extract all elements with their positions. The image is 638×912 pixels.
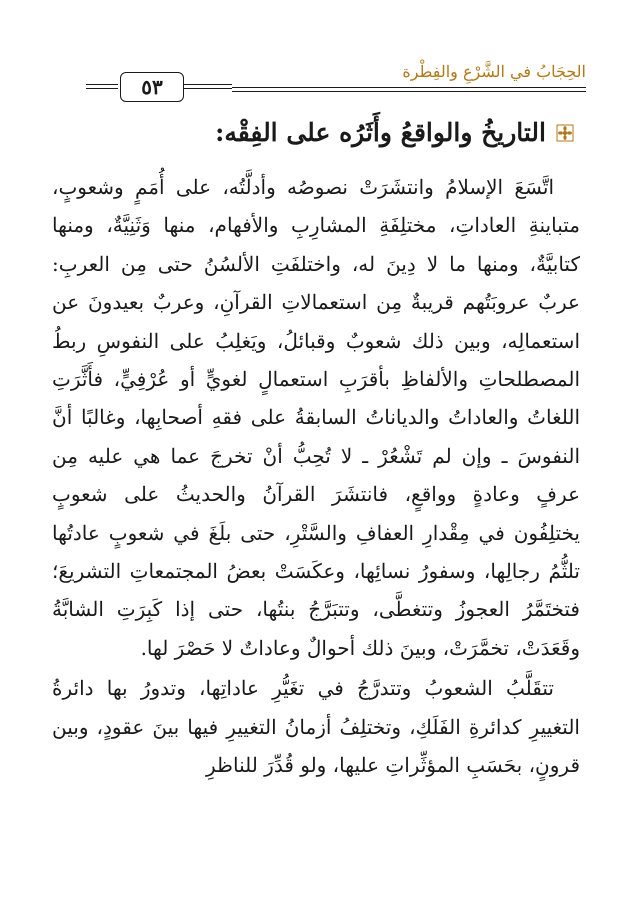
page-number-rule-right xyxy=(184,84,232,85)
page-number-rule-right-double xyxy=(184,88,232,89)
flower-ornament-icon xyxy=(556,124,574,142)
header-rule-double xyxy=(232,91,586,92)
page-number: ٥٣ xyxy=(141,75,163,99)
section-heading-text: التاريخُ والواقعُ وأَثَرُه على الفِقْه: xyxy=(215,118,546,147)
body-text xyxy=(52,168,580,785)
paragraph-1: اتَّسَعَ الإسلامُ وانتشَرَتْ نصوصُه وأدلَّتُه، على أُمَمٍ وشعوبٍ، متباينةِ العاداتِ، مختلِفَةِ المشارِبِ والأفهام، منها وَثَنِيَّةٌ، ومنها كتابيَّةٌ، ومنها ما لا دِينَ له، واختلفَتِ الألسُنُ حتى مِن العربِ: عربٌ عروبَتُهم قريبةٌ مِن استعمالاتِ القرآنِ، وعربٌ بعيدونَ عن استعمالِه، وبين ذلك شعوبٌ وقبائلُ، ويَغلِبُ على النفوسِ ربطُ المصطلحاتِ والألفاظِ بأقرَبِ استعمالٍ لغويٍّ أو عُرْفِيٍّ، فأَثَّرَتِ اللغاتُ والعاداتُ والدياناتُ السابقةُ على فقهِ أصحابِها، وغالبًا أنَّ النفوسَ ـ وإن لم تَشْعُرْ ـ لا تُحِبُّ أنْ تخرجَ عما هي عليه مِن عرفٍ وعادةٍ وواقعٍ، فانتشَرَ القرآنُ والحديثُ على شعوبٍ يختلِفُون في مِقْدارِ العفافِ والسَّتْرِ، حتى بلَغَ في شعوبٍ عادتُها تلثُّمُ رجالِها، وسفورُ نسائِها، وعكَسَتْ بعضُ المجتمعاتِ التشريعَ؛ فتختَمَّرُ العجوزُ وتتغطَّى، وتتبَرَّجُ بنتُها، حتى إذا كَبِرَتِ الشابَّةُ وقَعَدَتْ، تخمَّرَتْ، وبينَ ذلك أحوالٌ وعاداتٌ لا حَصْرَ لها. xyxy=(52,175,580,660)
page-number-box xyxy=(120,72,184,102)
page-number-rule-left-double xyxy=(86,88,118,89)
header-rule xyxy=(232,87,586,88)
paragraph-2: تتقَلَّبُ الشعوبُ وتتدرَّجُ في تغَيُّرِ عاداتِها، وتدورُ بها دائرةُ التغييرِ كدائرةِ الفَلَكِ، وتختلِفُ أزمانُ التغييرِ فيها بينَ عقودٍ، وبين قرونٍ، بحَسَبِ المؤثِّراتِ عليها، ولو قُدِّرَ للناظرِ xyxy=(52,676,580,778)
running-title: الحِجَابُ في الشَّرْعِ والفِطْرة xyxy=(402,62,586,81)
section-heading xyxy=(215,118,574,147)
page-number-rule-left xyxy=(86,84,118,85)
